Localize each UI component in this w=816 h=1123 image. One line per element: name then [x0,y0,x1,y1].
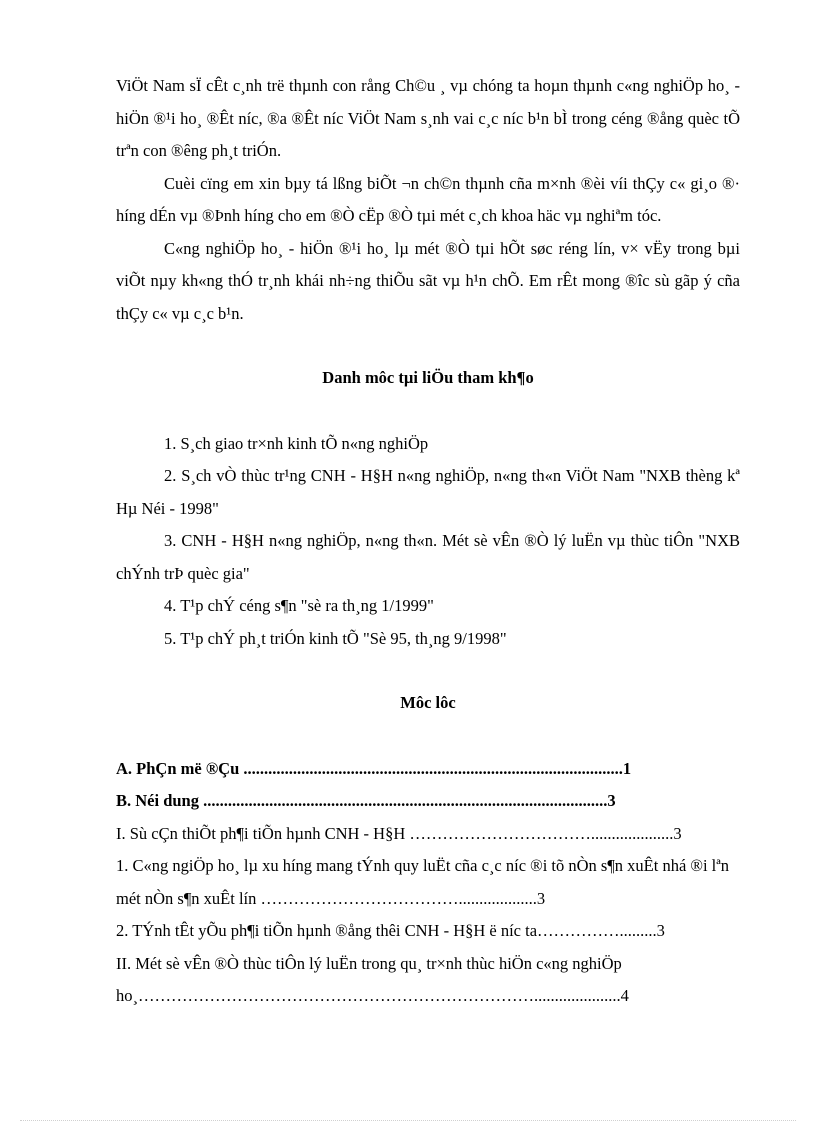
body-paragraph-1: ViÖt Nam sÏ cÊt c¸nh trë thµnh con rång Ch©u ¸ vµ chóng ta hoµn thµnh c«ng nghiÖp ho¸ - hiÖn ®¹i ho¸ ®Êt níc, ®a ®Êt níc ViÖt Nam s¸nh vai c¸c níc b¹n bÌ trong céng ®ång quèc tÕ trªn con ®êng ph¸t triÓn. [116,76,740,160]
reference-item-4: 4. T¹p chÝ céng s¶n "sè ra th¸ng 1/1999" [164,596,434,615]
toc-entry-ii: II. Mét sè vÊn ®Ò thùc tiÔn lý luËn trong qu¸ tr×nh thùc hiÖn c«ng nghiÖp ho¸……………………………………………………………….....................4 [116,953,629,1005]
toc-heading: Môc lôc [400,693,456,712]
reference-item-1: 1. S¸ch giao tr×nh kinh tÕ n«ng nghiÖp [164,433,429,453]
reference-item-3: 3. CNH - H§H n«ng nghiÖp, n«ng th«n. Mét sè vÊn ®Ò lý luËn vµ thùc tiÔn "NXB chÝnh trÞ quèc gia" [116,531,740,583]
page-bottom-divider [20,1120,796,1121]
references-list [116,428,740,656]
document-page [116,70,740,1013]
toc-entry-b: B. Néi dung ..................................................................................................3 [116,791,616,810]
toc-entry-a: A. PhÇn më ®Çu ............................................................................................1 [116,758,632,778]
reference-item-2: 2. S¸ch vÒ thùc tr¹ng CNH - H§H n«ng nghiÖp, n«ng th«n ViÖt Nam "NXB thèng kª Hµ Néi - 1998" [116,466,740,518]
toc-entry-2: 2. TÝnh tÊt yÕu ph¶i tiÕn hµnh ®ång thêi CNH - H§H ë níc ta…………….........3 [116,921,665,940]
references-heading: Danh môc tµi liÖu tham kh¶o [322,368,534,387]
toc-entry-i: I. Sù cÇn thiÕt ph¶i tiÕn hµnh CNH - H§H ……………………………....................3 [116,823,682,843]
toc-entry-1: 1. C«ng ngiÖp ho¸ lµ xu híng mang tÝnh quy luËt cña c¸c níc ®i tõ nÒn s¶n xuÊt nhá ®i lªn mét nÒn s¶n xuÊt lín ………………………………...................3 [116,856,730,908]
body-paragraph-3: C«ng nghiÖp ho¸ - hiÖn ®¹i ho¸ lµ mét ®Ò tµi hÕt søc réng lín, v× vËy trong bµi viÕt nµy kh«ng thÓ tr¸nh khái nh÷ng thiÕu sãt vµ h¹n chÕ. Em rÊt mong ®îc sù gãp ý cña thÇy c« vµ c¸c b¹n. [116,238,740,323]
body-paragraph-2: Cuèi cïng em xin bµy tá lßng biÕt ¬n ch©n thµnh cña m×nh ®èi víi thÇy c« gi¸o ®· híng dÉn vµ ®Þnh híng cho em ®Ò cËp ®Ò tµi mét c¸ch khoa häc vµ nghiªm tóc. [116,173,740,225]
table-of-contents [116,753,740,1013]
reference-item-5: 5. T¹p chÝ ph¸t triÓn kinh tÕ "Sè 95, th¸ng 9/1998" [164,628,507,648]
